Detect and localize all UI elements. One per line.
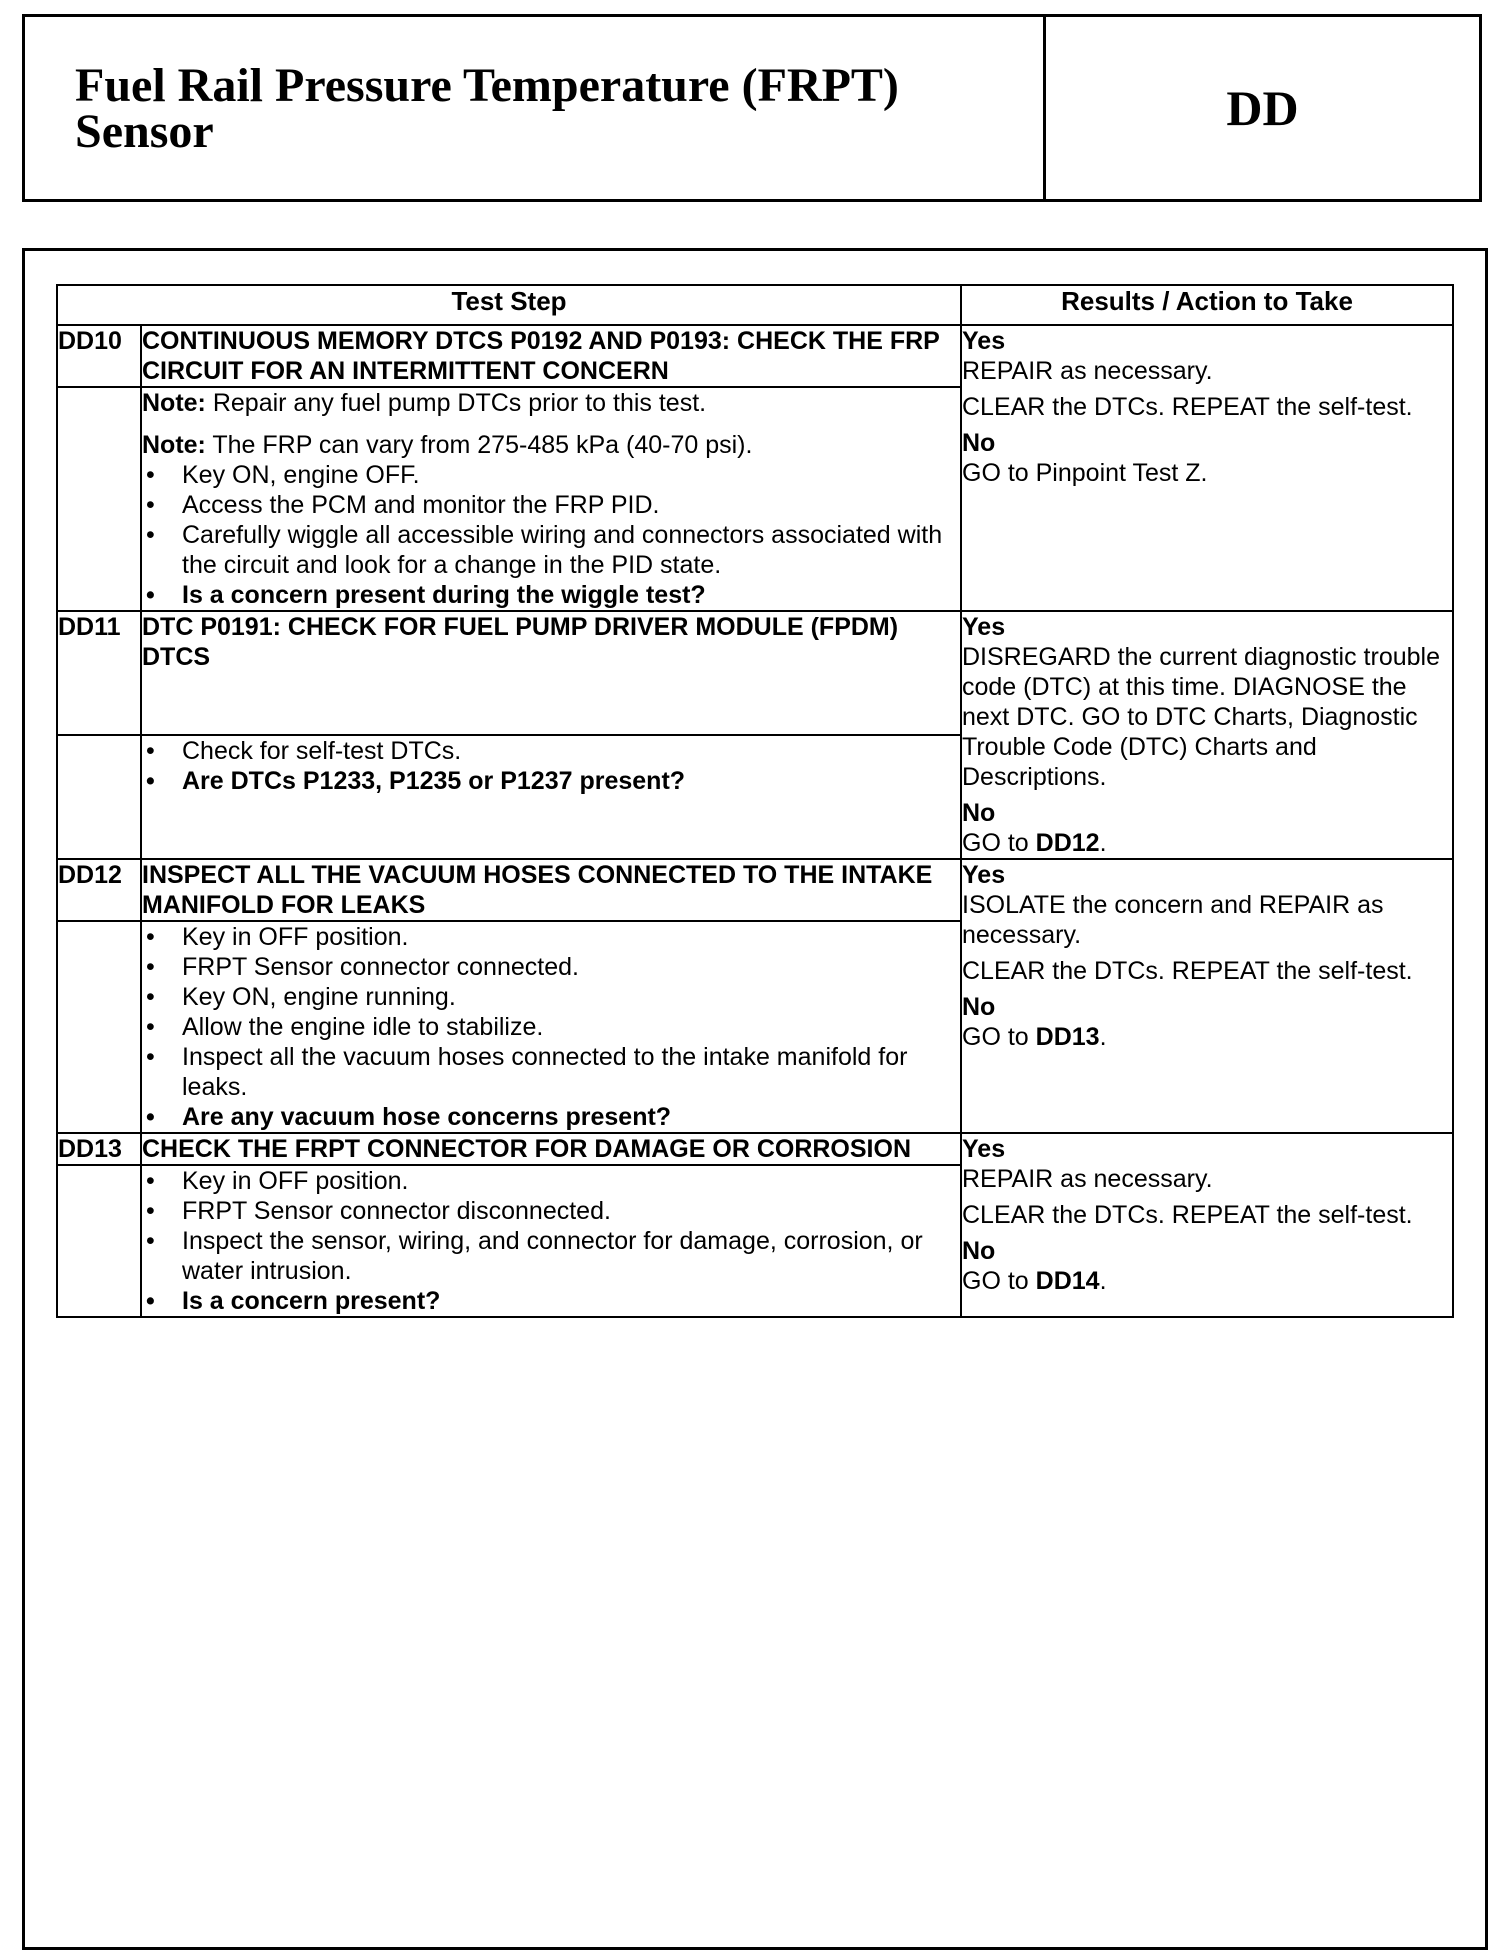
result-yes-label: Yes <box>962 327 1006 355</box>
instruction-item: • Inspect the sensor, wiring, and connector for damage, corrosion, or water intrusion. <box>142 1226 960 1286</box>
step-row-dd10-title <box>57 325 1453 387</box>
instruction-item: • FRPT Sensor connector disconnected. <box>142 1196 960 1226</box>
instruction-item: • Key ON, engine OFF. <box>142 460 960 490</box>
instruction-item: • Key ON, engine running. <box>142 982 960 1012</box>
result-no-label: No <box>962 429 996 457</box>
step-reference: DD12 <box>1035 829 1100 857</box>
step-reference: DD13 <box>1035 1023 1100 1051</box>
step-id-dd13: DD13 <box>57 1133 141 1165</box>
step-result-dd10 <box>961 325 1453 611</box>
step-body-dd13 <box>141 1165 961 1317</box>
result-no-label: No <box>962 993 996 1021</box>
result-yes-action: REPAIR as necessary. <box>962 357 1213 385</box>
step-question: • Is a concern present? <box>142 1286 960 1316</box>
result-no-label: No <box>962 1237 996 1265</box>
page-header <box>22 14 1482 202</box>
page-title <box>25 17 1046 199</box>
note: Note: The FRP can vary from 275-485 kPa (40-70 psi). <box>142 431 753 459</box>
instruction-item: • Access the PCM and monitor the FRP PID. <box>142 490 960 520</box>
result-yes-label: Yes <box>962 613 1006 641</box>
step-row-dd13-title <box>57 1133 1453 1165</box>
step-id-dd11: DD11 <box>57 611 141 735</box>
result-yes-action: REPAIR as necessary. <box>962 1165 1213 1193</box>
step-body-dd11 <box>141 735 961 859</box>
instruction-item: • Inspect all the vacuum hoses connected to the intake manifold for leaks. <box>142 1042 960 1102</box>
step-row-dd11-title <box>57 611 1453 735</box>
result-yes-action: ISOLATE the concern and REPAIR as necessary. <box>962 891 1384 949</box>
column-header-test-step: Test Step <box>57 285 961 325</box>
step-title-dd12: INSPECT ALL THE VACUUM HOSES CONNECTED TO THE INTAKE MANIFOLD FOR LEAKS <box>141 859 961 921</box>
step-result-dd11 <box>961 611 1453 859</box>
step-id-dd10: DD10 <box>57 325 141 387</box>
result-no-action: GO to Pinpoint Test Z. <box>962 459 1208 487</box>
result-yes-action: CLEAR the DTCs. REPEAT the self-test. <box>962 957 1413 985</box>
result-yes-action: CLEAR the DTCs. REPEAT the self-test. <box>962 393 1413 421</box>
result-no-label: No <box>962 799 996 827</box>
result-yes-action: DISREGARD the current diagnostic trouble code (DTC) at this time. DIAGNOSE the next DTC. GO to DTC Charts, Diagnostic Trouble Code (DTC) Charts and Descriptions. <box>962 643 1440 791</box>
page-title-line2: Sensor <box>75 105 214 158</box>
step-title-dd11: DTC P0191: CHECK FOR FUEL PUMP DRIVER MODULE (FPDM) DTCS <box>141 611 961 735</box>
step-question: • Are DTCs P1233, P1235 or P1237 present? <box>142 766 960 796</box>
step-instructions <box>142 1166 960 1316</box>
step-question: • Is a concern present during the wiggle test? <box>142 580 960 610</box>
step-result-dd12 <box>961 859 1453 1133</box>
result-no-action: GO to DD14. <box>962 1267 1107 1295</box>
result-yes-action: CLEAR the DTCs. REPEAT the self-test. <box>962 1201 1413 1229</box>
instruction-item: • Allow the engine idle to stabilize. <box>142 1012 960 1042</box>
result-no-action: GO to DD12. <box>962 829 1107 857</box>
note: Note: Repair any fuel pump DTCs prior to this test. <box>142 389 707 417</box>
result-yes-label: Yes <box>962 861 1006 889</box>
instruction-item: • Key in OFF position. <box>142 922 960 952</box>
pinpoint-test-code: DD <box>1226 80 1299 136</box>
step-instructions <box>142 922 960 1132</box>
step-body-dd10 <box>141 387 961 611</box>
instruction-item: • Key in OFF position. <box>142 1166 960 1196</box>
step-title-dd10: CONTINUOUS MEMORY DTCS P0192 AND P0193: CHECK THE FRP CIRCUIT FOR AN INTERMITTENT CONCERN <box>141 325 961 387</box>
step-instructions <box>142 460 960 610</box>
instruction-item: • Check for self-test DTCs. <box>142 736 960 766</box>
result-no-action: GO to DD13. <box>962 1023 1107 1051</box>
step-question: • Are any vacuum hose concerns present? <box>142 1102 960 1132</box>
step-title-dd13: CHECK THE FRPT CONNECTOR FOR DAMAGE OR CORROSION <box>141 1133 961 1165</box>
column-header-results: Results / Action to Take <box>961 285 1453 325</box>
step-instructions <box>142 736 960 796</box>
instruction-item: • FRPT Sensor connector connected. <box>142 952 960 982</box>
result-yes-label: Yes <box>962 1135 1006 1163</box>
pinpoint-test-table <box>56 284 1454 1318</box>
test-content-frame <box>22 248 1488 1950</box>
instruction-item: • Carefully wiggle all accessible wiring and connectors associated with the circuit and look for a change in the PID state. <box>142 520 960 580</box>
step-id-dd12: DD12 <box>57 859 141 921</box>
step-row-dd12-title <box>57 859 1453 921</box>
step-reference: DD14 <box>1035 1267 1100 1295</box>
page-title-line1: Fuel Rail Pressure Temperature (FRPT) <box>75 59 899 112</box>
table-header-row <box>57 285 1453 325</box>
step-body-dd12 <box>141 921 961 1133</box>
step-result-dd13 <box>961 1133 1453 1317</box>
